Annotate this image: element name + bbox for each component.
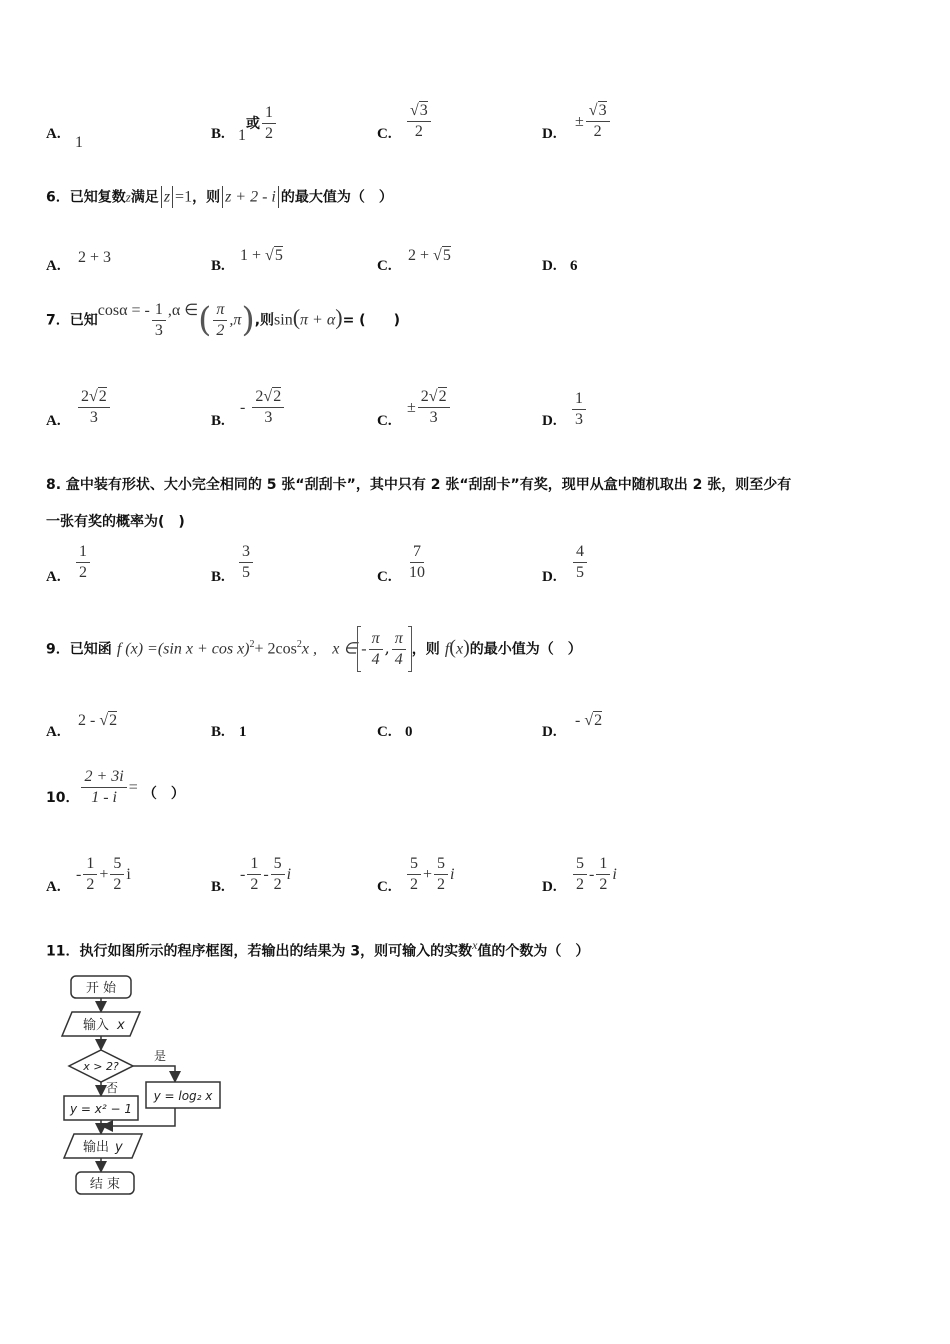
q5-option-c-label: C. — [377, 126, 392, 142]
q6-option-b-label: B. — [211, 258, 225, 274]
flow-start-text: 开 始 — [85, 981, 117, 996]
question-10-stem: 10． $\frac{2 + 3i}{1 - i}$ = （ ） — [46, 768, 185, 806]
q7-option-d-label: D. — [542, 413, 557, 429]
q7-option-b-value: - $\frac{2√2}{3}$ — [240, 388, 286, 427]
question-8-line-1: 8. 盒中装有形状、大小完全相同的 5 张“刮刮卡”，其中只有 2 张“刮刮卡”有奖，现甲从盒中随机取出 2 张，则至少有 — [46, 477, 792, 493]
q9-option-b-value: 1 — [239, 724, 247, 740]
q9-option-c-label: C. — [377, 724, 392, 740]
q6-option-a-value: 2 + 3 — [78, 249, 112, 266]
q9-option-b-label: B. — [211, 724, 225, 740]
flow-output-text: 输出 — [82, 1140, 110, 1155]
q9-option-a-value: 2 - √2 — [78, 712, 118, 729]
q6-option-c-value: 2 + √5 — [408, 247, 451, 264]
q8-option-c-value: $\frac{7}{10}$ — [409, 543, 425, 581]
flow-output-var: y — [115, 1140, 123, 1155]
q6-option-d-value: 6 — [570, 258, 578, 274]
flow-no-label: 否 — [106, 1081, 119, 1095]
program-flowchart — [50, 968, 240, 1203]
question-8-line-2: 一张有奖的概率为( ) — [46, 514, 185, 530]
q5-option-c-value: $\frac{√3}{2}$ — [405, 102, 433, 141]
q10-option-a-label: A. — [46, 879, 61, 895]
q9-option-a-label: A. — [46, 724, 61, 740]
q5-option-b-label: B. — [211, 126, 225, 142]
q8-option-d-value: $\frac{4}{5}$ — [571, 543, 589, 582]
q7-option-c-label: C. — [377, 413, 392, 429]
flow-right-process-text: y = log₂ x — [153, 1089, 213, 1103]
q8-option-a-value: $\frac{1}{2}$ — [74, 543, 92, 582]
q10-option-b-label: B. — [211, 879, 225, 895]
q8-option-b-value: $\frac{3}{5}$ — [237, 543, 255, 582]
flow-left-process-text: y = x² − 1 — [69, 1102, 133, 1116]
q6-option-b-value: 1 + √5 — [240, 247, 283, 264]
flow-end-text: 结 束 — [89, 1177, 121, 1192]
q10-option-c-value: $\frac{5}{2}$ + $\frac{5}{2}$ i — [405, 855, 454, 894]
q10-option-c-label: C. — [377, 879, 392, 895]
q6-option-c-label: C. — [377, 258, 392, 274]
q8-option-c-label: C. — [377, 569, 392, 585]
q10-option-a-value: - $\frac{1}{2}$ + $\frac{5}{2}$ i — [76, 855, 131, 893]
q7-option-a-label: A. — [46, 413, 61, 429]
flow-input-text: 输入 — [82, 1018, 110, 1033]
q8-option-d-label: D. — [542, 569, 557, 585]
q10-option-b-value: - $\frac{1}{2}$ - $\frac{5}{2}$ i — [240, 855, 292, 893]
question-6-stem: 6．已知复数z满足 z =1，则 z + 2 - i 的最大值为（ ） — [46, 186, 393, 208]
q10-option-d-value: $\frac{5}{2}$ - $\frac{1}{2}$ i — [571, 855, 617, 894]
q6-option-d-label: D. — [542, 258, 557, 274]
flow-input-var: x — [117, 1018, 125, 1033]
q9-option-d-value: - √2 — [575, 712, 603, 729]
flow-decision-text: x > 2? — [83, 1060, 119, 1073]
q7-option-c-value: ± $\frac{2√2}{3}$ — [407, 388, 452, 427]
flow-yes-label: 是 — [154, 1049, 167, 1063]
q10-option-d-label: D. — [542, 879, 557, 895]
question-7-stem: 7．已知cosα = - $\frac{1}{3}$ ,α ∈( $\frac{\pi}{2}$ ,π),则sin(π + α)= ( ) — [46, 300, 400, 340]
q5-option-b-value: 1或 $\frac{1}{2}$ — [238, 104, 278, 143]
q5-option-a-label: A. — [46, 126, 61, 142]
q8-option-b-label: B. — [211, 569, 225, 585]
question-11-stem: 11．执行如图所示的程序框图，若输出的结果为 3，则可输入的实数$^x$值的个数为（ ） — [46, 938, 590, 960]
q7-option-d-value: $\frac{1}{3}$ — [570, 390, 588, 429]
q9-option-c-value: 0 — [405, 724, 413, 740]
question-9-stem: 9．已知函 f (x) =(sin $x + \cos x)^2+ 2\cos^2x$ , x ∈ - $\frac{\pi}{4}$ , $\frac{\pi}{4}$ ，则 f(x)的最小值为（ ） — [46, 626, 582, 672]
q5-option-d-value: ± $\frac{√3}{2}$ — [575, 102, 612, 141]
q7-option-a-value: $\frac{2√2}{3}$ — [76, 388, 112, 427]
q8-option-a-label: A. — [46, 569, 61, 585]
q5-option-a-value: 1 — [75, 134, 83, 151]
q9-option-d-label: D. — [542, 724, 557, 740]
q7-option-b-label: B. — [211, 413, 225, 429]
q6-option-a-label: A. — [46, 258, 61, 274]
q5-option-d-label: D. — [542, 126, 557, 142]
